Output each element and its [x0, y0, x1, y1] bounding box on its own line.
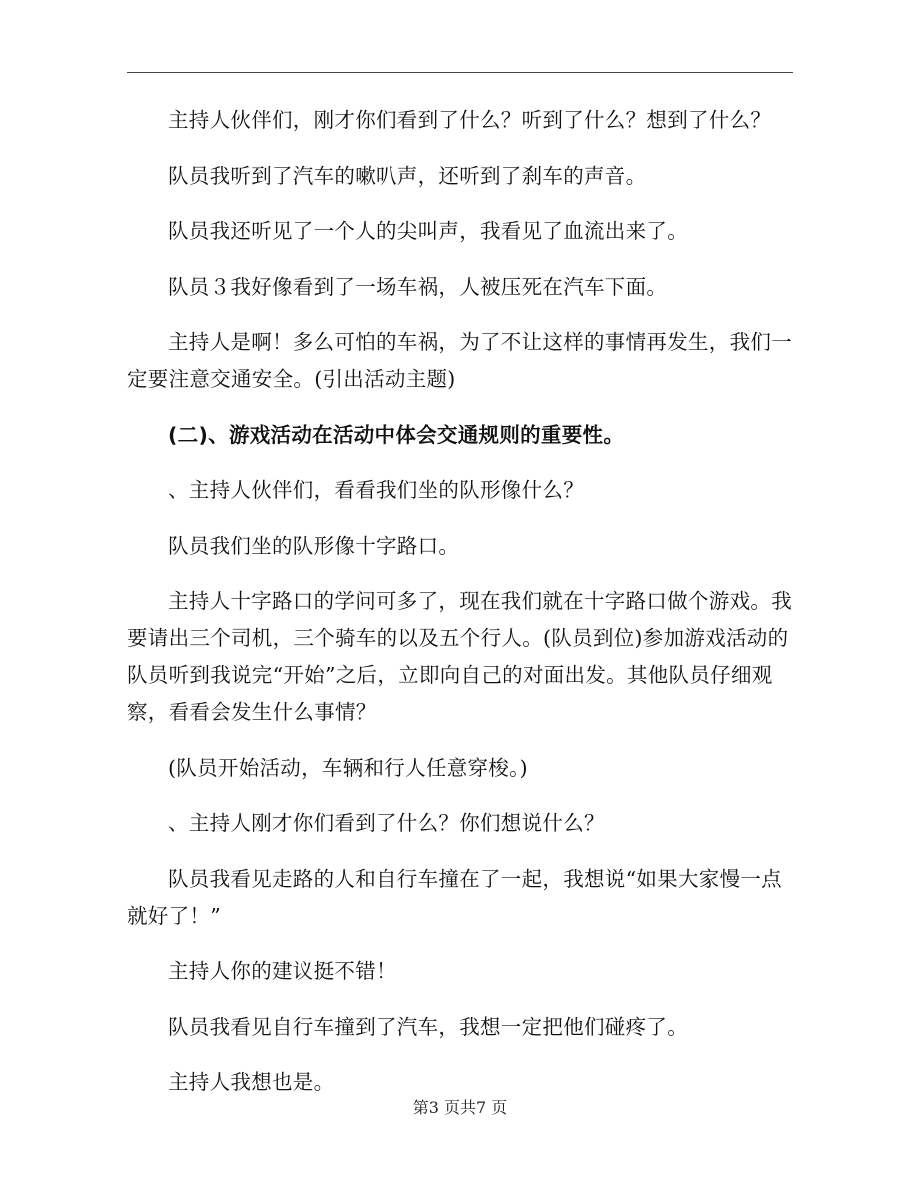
paragraph: 主持人是啊！多么可怕的车祸，为了不让这样的事情再发生，我们一定要注意交通安全。(引出活动主题)	[127, 330, 792, 391]
paragraph: 队员我听到了汽车的嗽叭声，还听到了刹车的声音。	[168, 163, 647, 188]
paragraph: 队员我还听见了一个人的尖叫声，我看见了血流出来了。	[168, 219, 688, 243]
paragraph: 队员我看见走路的人和自行车撞在了一起，我想说“如果大家慢一点就好了！”	[127, 866, 782, 928]
paragraph: 主持人你的建议挺不错！	[168, 959, 397, 983]
header-rule	[127, 72, 793, 73]
page-number-footer: 第3 页共7 页	[412, 1098, 508, 1117]
paragraph: 主持人伙伴们，刚才你们看到了什么？听到了什么？想到了什么？	[168, 108, 772, 132]
document-body	[127, 102, 795, 1120]
paragraph: 队员３我好像看到了一场车祸，人被压死在汽车下面。	[168, 274, 668, 299]
paragraph: 队员我看见自行车撞到了汽车，我想一定把他们碰疼了。	[168, 1014, 688, 1039]
section-heading: (二)、游戏活动在活动中体会交通规则的重要性。	[168, 422, 625, 447]
paragraph: 队员我们坐的队形像十字路口。	[168, 533, 460, 558]
paragraph: 、主持人刚才你们看到了什么？你们想说什么？	[168, 811, 605, 835]
paragraph: 主持人十字路口的学问可多了，现在我们就在十字路口做个游戏。我要请出三个司机，三个骑车的以及五个行人。(队员到位)参加游戏活动的队员听到我说完“开始”之后，立即向自己的对面出发。其他队员仔细观察，看看会发生什么事情？	[127, 589, 792, 724]
paragraph: (队员开始活动，车辆和行人任意穿梭。)	[168, 755, 528, 780]
paragraph: 、主持人伙伴们，看看我们坐的队形像什么？	[168, 478, 584, 502]
paragraph: 主持人我想也是。	[168, 1070, 335, 1094]
